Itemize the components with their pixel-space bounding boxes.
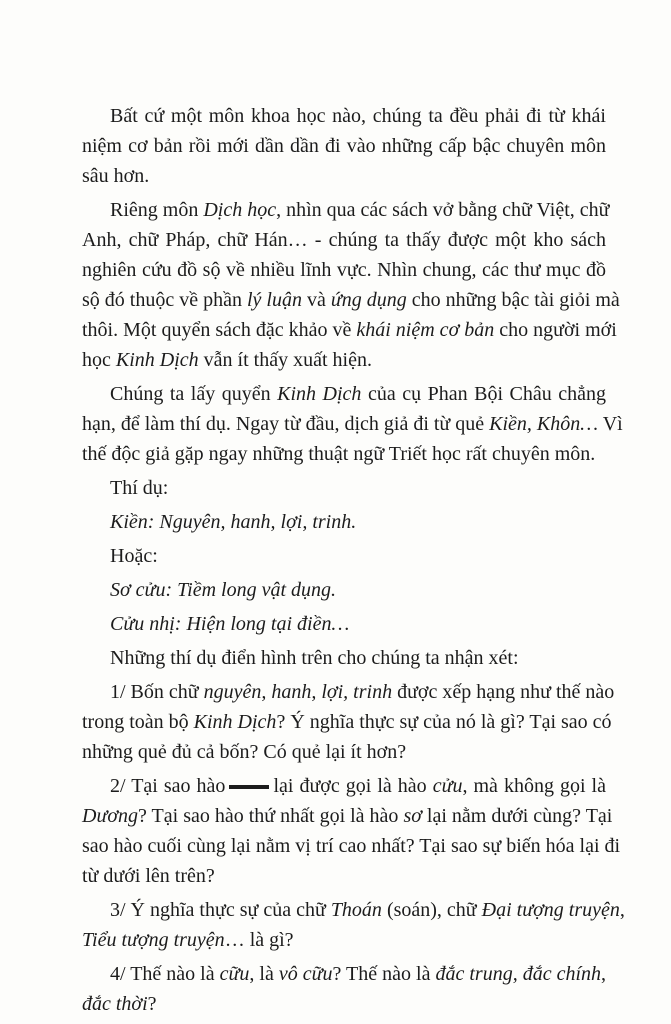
text-line [82,439,606,469]
text-line [82,643,606,673]
text-segment: Thí dụ: [110,477,169,499]
italic-text: Dương [82,805,139,827]
paragraph [82,101,606,191]
paragraph [82,507,606,537]
text-line [82,379,606,409]
italic-text: Kiền, Khôn… [489,413,599,435]
text-line [82,255,606,285]
book-page-body [82,97,625,1019]
text-line [82,101,606,131]
text-segment: thôi. Một quyển sách đặc khảo về [82,319,357,341]
italic-text: nguyên, hanh, lợi, trinh [203,681,393,703]
text-segment: học [82,349,116,371]
text-line [82,315,617,345]
text-segment: của cụ Phan Bội Châu chẳng [361,383,607,405]
paragraph [82,895,625,955]
text-line [82,925,606,955]
text-segment: những quẻ đủ cả bốn? Có quẻ lại ít hơn? [82,741,407,763]
italic-text: đắc trung, đắc chính [435,963,602,985]
text-line [82,831,621,861]
text-segment: ? Thế nào là [332,963,436,985]
text-line [82,345,606,375]
italic-text: Kiền: Nguyên, hanh, lợi, trinh. [110,511,357,533]
text-line [82,737,606,767]
italic-text: Thoán [330,899,382,921]
text-line [82,195,610,225]
italic-text: Cửu nhị: Hiện long tại điền… [110,613,350,635]
text-segment: 3/ Ý nghĩa thực sự của chữ [110,899,331,921]
text-segment: , [601,963,607,985]
text-line [82,473,606,503]
text-line [82,575,606,605]
text-line [82,895,625,925]
italic-text: Đại tượng truyện [481,899,620,921]
paragraph [82,959,606,1019]
italic-text: Dịch học [203,199,277,221]
text-line [82,707,612,737]
text-segment: được xếp hạng như thế nào [392,681,615,703]
paragraph [82,677,615,767]
text-segment: , nhìn qua các sách vở bằng chữ Việt, chữ [276,199,610,221]
italic-text: cửu [432,775,463,797]
text-segment: cho người mới [494,319,617,341]
italic-text: đắc thời [82,993,148,1015]
text-segment: nghiên cứu đồ sộ về nhiều lĩnh vực. Nhìn chung, các thư mục đồ [82,259,606,281]
text-segment: , mà không gọi là [462,775,606,797]
text-line [82,131,606,161]
text-line [82,771,606,801]
italic-text: sơ [403,805,422,827]
text-segment: sâu hơn. [82,165,150,187]
paragraph [82,379,623,469]
text-segment: Riêng môn [110,199,204,221]
text-segment: Anh, chữ Pháp, chữ Hán… - chúng ta thấy được một kho sách [82,229,606,251]
yang-line-symbol [229,785,269,789]
italic-text: Sơ cửu: Tiềm long vật dụng. [110,579,337,601]
text-line [82,225,606,255]
text-segment: sộ đó thuộc về phần [82,289,247,311]
italic-text: cữu [219,963,250,985]
text-segment: , [619,899,625,921]
paragraph [82,541,606,571]
text-segment: Bất cứ một môn khoa học nào, chúng ta đều phải đi từ khái [110,105,606,127]
paragraph [82,575,606,605]
italic-text: Tiểu tượng truyện [82,929,225,951]
text-segment: … là gì? [224,929,294,951]
text-segment: sao hào cuối cùng lại nằm vị trí cao nhất? Tại sao sự biến hóa lại đi [82,835,621,857]
paragraph [82,643,606,673]
text-segment: Vì [598,413,623,435]
text-line [82,161,606,191]
text-segment: , là [249,963,279,985]
text-segment: cho những bậc tài giỏi mà [406,289,620,311]
text-line [82,541,606,571]
text-segment: lại nằm dưới cùng? Tại [421,805,613,827]
text-line [82,409,623,439]
italic-text: khái niệm cơ bản [356,319,495,341]
text-line [82,285,620,315]
text-segment: Những thí dụ điển hình trên cho chúng ta nhận xét: [110,647,519,669]
paragraph [82,195,620,375]
text-segment: 2/ Tại sao hào [110,775,226,797]
text-segment: và [301,289,331,311]
paragraph [82,771,621,891]
text-line [82,677,615,707]
text-segment: 1/ Bốn chữ [110,681,204,703]
text-segment: thế độc giả gặp ngay những thuật ngữ Triết học rất chuyên môn. [82,443,596,465]
text-segment: ? Tại sao hào thứ nhất gọi là hào [138,805,404,827]
text-segment: Hoặc: [110,545,158,567]
text-line [82,801,613,831]
italic-text: vô cữu [278,963,333,985]
text-line [82,959,606,989]
italic-text: Kinh Dịch [277,383,362,405]
text-segment: ? [147,993,157,1015]
text-segment: trong toàn bộ [82,711,194,733]
text-segment: lại được gọi là hào [273,775,433,797]
text-line [82,989,606,1019]
text-segment: 4/ Thế nào là [110,963,220,985]
paragraph [82,473,606,503]
text-segment: từ dưới lên trên? [82,865,215,887]
text-segment: vẫn ít thấy xuất hiện. [198,349,372,371]
italic-text: Kinh Dịch [193,711,277,733]
text-segment: hạn, để làm thí dụ. Ngay từ đầu, dịch giả đi từ quẻ [82,413,490,435]
paragraph [82,609,606,639]
text-segment: ? Ý nghĩa thực sự của nó là gì? Tại sao có [276,711,612,733]
italic-text: ứng dụng [330,289,407,311]
italic-text: lý luận [246,289,302,311]
text-line [82,609,606,639]
text-line [82,507,606,537]
text-line [82,861,606,891]
text-segment: Chúng ta lấy quyển [110,383,278,405]
text-segment: (soán), chữ [381,899,482,921]
text-segment: niệm cơ bản rồi mới dần dần đi vào những cấp bậc chuyên môn [82,135,606,157]
italic-text: Kinh Dịch [115,349,199,371]
